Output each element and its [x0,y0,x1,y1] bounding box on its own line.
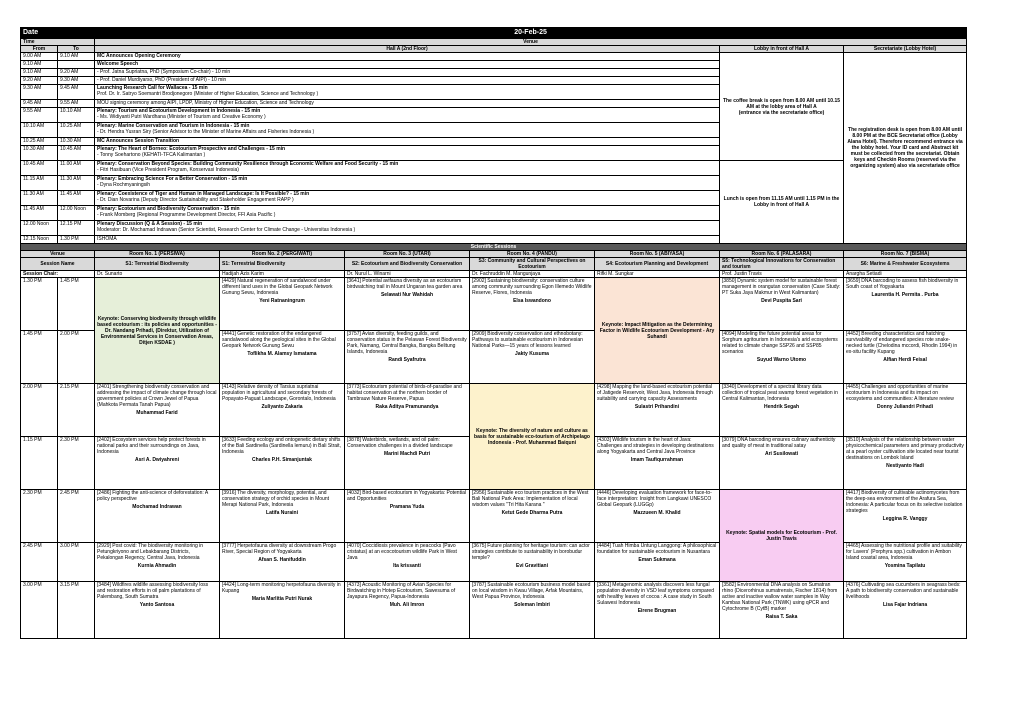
presenter-name: Ketut Gede Dharma Putra [501,510,563,516]
room-1: Room No. 1 (PERSIWA) [95,251,220,258]
presenter-name: Lisa Fajar Indriana [882,602,928,608]
program-cell [95,138,720,146]
paper-title: [4484] Tuah Himba Untung Langgong: A philosophical foundation for sustainable ecotourism in Nusantara [597,543,717,555]
paper-title: [3079] DNA barcoding ensures culinary authenticity and quality of meat in traditional satay [722,437,836,449]
program-cell [95,69,720,77]
presenter-name: Leggina R. Vanggy [882,516,928,522]
chair-5: Rifki M. Sungkar [595,271,720,278]
from-label: From [21,46,58,53]
paper-cell [470,331,595,384]
paper-title: [4376] Cultivating sea cucumbers in seagrass beds: A path to biodiversity conservation and sustainable livelihoods [846,582,961,600]
paper-cell [95,582,220,639]
time-to: 10.25 AM [58,123,95,138]
presenter-name: Eman Sukmana [638,557,676,563]
time-from: 10.10 AM [21,123,58,138]
paper-title: [3757] Avian diversity, feeding guilds, and conservation status in the Pelawan Forest Biodiversity Park, Namang, Central Bangka, Bangka Belitung Islands, Indonesia [347,331,467,355]
slot-to: 2.15 PM [58,384,95,437]
session-row [21,490,967,543]
paper-title: [4373] Acoustic Monitoring of Avian Species for Birdwatching in Hotep Ecotourism, Sawesuma of Jayapura Regency, Papua-Indonesia [347,582,456,600]
paper-title: [3582] Environmental DNA analysis on Sumatran rhino (Dicerorhinus sumatrensis, Fischer 1814) from active and inactive wallow water samples in Way Kambas National Park (TNWK) using qPCR and Cytochrome B (CytB) marker [722,582,838,612]
program-title: Plenary: Embracing Science For a Better Conservation - 15 min [97,176,248,182]
time-to: 9.20 AM [58,69,95,77]
program-row [21,53,967,61]
paper-cell [595,384,720,437]
session-5: S4: Ecotourism Planning and Development [595,258,720,271]
presenter-name: Raisa T. Saka [765,614,798,620]
presenter-name: Devi Puspita Sari [761,298,802,304]
paper-title: [4429] Natural regeneration of sandalwood under different land uses in the Global Geopark Network Gunung Sewu, Indonesia [222,278,333,296]
session-4: S3: Community and Cultural Perspectives on Ecotourism [470,258,595,271]
paper-title: [4032] Bird-based ecotourism in Yogyakarta: Potential and Opportunities [347,490,466,502]
paper-cell [844,582,967,639]
presenter-name: Zuliyanto Zakaria [261,404,303,410]
room-5: Room No. 5 (ABIYASA) [595,251,720,258]
paper-title: [2401] Strengthening biodiversity conservation and addressing the impact of climate change through local government policies at Crown Jewel of Papua (Mahkota Permata Tanah Papua) [97,384,217,408]
paper-cell [844,437,967,490]
paper-cell [844,490,967,543]
paper-title: [4298] Mapping the land-based ecotourism potential of Jatigede Reservoir, West Java, Indonesia through suitability and carrying capacity Assessments [597,384,713,402]
chair-6: Prof. Justin Travis [720,271,844,278]
time-to: 12.00 Noon [58,206,95,221]
presenter-name: Yeni Ratnaningrum [259,298,305,304]
time-from: 11.30 AM [21,191,58,206]
presenter-name: Mochamad Indrawan [132,504,182,510]
room-4: Room No. 4 (PANDU) [470,251,595,258]
slot-from: 1.45 PM [21,331,58,384]
presenter-name: Yanto Santosa [139,602,175,608]
paper-cell [470,490,595,543]
paper-title: [3340] Development of a spectral library data collection of tropical peat swamp forest vegetation in Central Kalimantan, Indonesia [722,384,838,402]
presenter-name: Raka Aditya Pramunandya [375,404,439,410]
time-from: 12.00 Noon [21,221,58,236]
paper-cell [220,543,345,582]
slot-to: 2.30 PM [58,437,95,490]
hall-label: Hall A (2nd Floor) [95,46,720,53]
paper-cell [95,490,220,543]
paper-cell [345,384,470,437]
paper-cell [220,582,345,639]
date-label: Date [21,28,95,39]
paper-title: [3633] Feeding ecology and ontogenetic dietary shifts of the Bali Sardinella (Sardinella lemuru) in Bali Strait, Indonesia [222,437,341,455]
paper-title: [3773] Ecotourism potential of birds-of-paradise and habitat conservation at the northern border of Tambrauw Nature Reserve, Papua [347,384,462,402]
program-title: Welcome Speech [97,61,139,67]
program-line: - Dr. Hendra Yusran Siry (Senior Advisor to the Minister of Marine Affairs and Fisheries Indonesia ) [97,129,315,135]
chair-7: Anargha Setiadi [844,271,967,278]
keynote-room6: Keynote: Spatial models for Ecotourism - Prof. Justin Travis [720,490,844,582]
paper-title: [4441] Genetic restoration of the endangered sandalwood along the geological sites in the Global Geopark Network Gunung Sewu [222,331,336,349]
program-title: Plenary: Ecotourism and Biodiversity Conservation - 15 min [97,206,240,212]
program-title: Launching Research Call for Wallacea - 15 min [97,85,208,91]
paper-cell [844,278,967,331]
time-from: 9.55 AM [21,108,58,123]
program-title: Plenary Discussion (Q & A Session) - 15 min [97,221,203,227]
program-title: Plenary: Conservation Beyond Species: Building Community Resilience through Economic Welfare and Food Security - 15 min [97,161,399,167]
presenter-name: Nestiyanto Hadi [886,463,924,469]
slot-from: 2.00 PM [21,384,58,437]
program-cell [95,236,720,244]
morning-program [21,53,967,244]
paper-cell [595,437,720,490]
room-6: Room No. 6 (PALASARA) [720,251,844,258]
paper-title: [3777] Herpetofauna diversity at downstream Progo River, Special Region of Yogyakarta [222,543,337,555]
time-to: 10.10 AM [58,108,95,123]
lobby-label: Lobby in front of Hall A [720,46,844,53]
time-from: 9.30 AM [21,85,58,100]
time-from: 10.30 AM [21,146,58,161]
scientific-banner: Scientific Sessions [21,244,967,251]
time-from: 9.45 AM [21,100,58,108]
paper-cell [720,582,844,639]
slot-from: 2.30 PM [21,490,58,543]
session-row [21,278,967,331]
paper-title: [3361] Metagenomic analysis discovers less fungal population diversity in VSD leaf symptoms compared with healthy leaves of cocoa : A case study in South Sulawesi Indonesia [597,582,714,606]
presenter-name: Selawati Nur Wahidah [380,292,434,298]
paper-cell [345,543,470,582]
program-line: - Fitri Hasibuan (Vice President Program, Konservasi Indonesia) [97,167,239,173]
program-cell [95,77,720,85]
program-line: Moderator: Dr. Mochamad Indrawan (Senior Scientist, Research Center for Climate Change - Universitas Indonesia ) [97,227,356,233]
presenter-name: Yosmina Tapilatu [884,563,926,569]
paper-title: [4424] Long-term monitoring herpetofauna diversity in Kupang [222,582,341,594]
lunch-note: Lunch is open from 11.15 AM until 1.15 PM in the Lobby in front of Hall A [720,161,844,244]
paper-cell [470,582,595,639]
paper-cell [720,437,844,490]
venue-label: Venue [95,39,967,46]
slot-from: 1.30 PM [21,278,58,331]
time-to: 9.45 AM [58,85,95,100]
presenter-name: Eirene Brugman [637,608,677,614]
coffee-note [720,53,844,161]
paper-title: [3510] Analysis of the relationship between water physicochemical parameters and primary productivity at a pearl oyster cultivation site located near tourist destinations on Lombok Island [846,437,964,461]
presenter-name: Muh. Ali Imron [389,602,425,608]
paper-title: [4143] Relative density of Tarsius supriatnai population in agricultural and secondary forests of Popayato-Paguat Landscape, Gorontalo, Indonesia [222,384,336,402]
registration-note: The registration desk is open from 8.00 AM until 8.00 PM at the BCE Secretariat office (Lobby Alana Hotel). Therefore recommend entrance via the lobby hotel. Your ID card and Abstract kit must be collected from the secretariat. Obtain keys and Checkin Rooms (reserved via the organizing system) also via secretariate office [844,53,967,244]
slot-to: 2.45 PM [58,490,95,543]
program-title: Plenary: Marine Conservation and Tourism in Indonesia - 15 min [97,123,250,129]
presenter-name: Mazzueen M. Khalid [633,510,681,516]
slot-to: 2.00 PM [58,331,95,384]
presenter-name: Muhammad Farid [136,410,178,416]
paper-cell [345,278,470,331]
program-cell [95,206,720,221]
session-row [21,384,967,437]
program-cell [95,161,720,176]
paper-cell [844,543,967,582]
presenter-name: Charles P.H. Simanjuntak [252,457,312,463]
paper-cell [345,331,470,384]
keynote-room5: Keynote: Impact Mitigation as the Determining Factor in Wildlife Ecotourism Development - Ary Suhandi [595,278,720,384]
presenter-name: Imam Taufiqurrahman [630,457,684,463]
program-line: MOU signing ceremony among AIPI, LPDP, Ministry of Higher Education, Science and Technology [97,100,314,106]
program-line: - Dyna Rochmyaningsih [97,182,151,188]
time-from: 9.10 AM [21,69,58,77]
keynote-room4: Keynote: The diversity of nature and culture as basis for sustainable eco-tourism of Archipelago Indonesia - Prof. Muhammad Baiquni [470,384,595,490]
session-2: S1: Terrestrial Biodiversity [220,258,345,271]
program-line: - Dr. Dian Novarina (Deputy Director Sustainability and Stakeholder Engagement RAPP ) [97,197,294,203]
program-title: Plenary: The Heart of Borneo: Ecotourism Prospective and Challenges - 15 min [97,146,286,152]
paper-title: [3878] Waterbirds, wetlands, and oil palm: Conservation challenges in a divided landscape [347,437,453,449]
presenter-name: Randi Syafrutra [388,357,426,363]
keynote-room1: Keynote: Conserving biodiversity through wildlife based ecotourism : its policies and opportunities - Dr. Nandang Prihadi, (Direktur, Utilization of Environmental Services in Conservation Areas, Ditjen KSDAE ) [95,278,220,384]
paper-cell [95,543,220,582]
time-to [58,61,95,69]
program-cell [95,123,720,138]
program-cell [95,221,720,236]
program-row [21,161,967,176]
paper-cell [345,490,470,543]
presenter-name: Toflikha M. Alamsy Ismatama [247,351,317,357]
time-from: 9.10 AM [21,61,58,69]
presenter-name: Afsan S. Hanifuddin [258,557,306,563]
chair-4: Dr. Fachruddin M. Mangunjaya [470,271,595,278]
presenter-name: Soleman Imbiri [514,602,550,608]
paper-cell [220,278,345,331]
presenter-name: Ita krissanti [393,563,421,569]
time-from: 12.15 Noon [21,236,58,244]
presenter-name: Marini Machdi Putri [383,451,431,457]
paper-cell [345,582,470,639]
presenter-name: Kurnia Ahmadin [137,563,177,569]
slot-from: 2.45 PM [21,543,58,582]
time-from: 10.25 AM [21,138,58,146]
schedule-sheet [20,27,966,639]
presenter-name: Maria Marlitia Putri Nurak [251,596,313,602]
paper-cell [470,278,595,331]
paper-title: [2402] Ecosystem services help protect forests in national parks and their surroundings on Java, Indonesia [97,437,206,455]
paper-title: [3659] DNA barcoding to assess fish biodiversity in South coast of Yogyakarta [846,278,959,290]
time-to: 9.10 AM [58,53,95,61]
room-7: Room No. 7 (BISMA) [844,251,967,258]
time-to: 11.45 AM [58,191,95,206]
session-7: S6: Marine & Freshwater Ecosystems [844,258,967,271]
time-to: 1.30 PM [58,236,95,244]
program-line: - Prof. Jatna Supriatna, PhD (Symposium Co-chair) - 10 min [97,69,231,75]
program-title: Plenary: Coexistence of Tiger and Human in Managed Landscape: Is It Possible? - 15 min [97,191,310,197]
time-from: 11.45 AM [21,206,58,221]
paper-cell [844,384,967,437]
schedule-table [20,27,967,639]
slot-to: 3.00 PM [58,543,95,582]
paper-title: [4303] Wildlife tourism in the heart of Java: Challenges and strategies in developing destinations along Yogyakarta and Central Java Province [597,437,714,455]
presenter-name: Laurentia H. Permita . Purba [871,292,939,298]
paper-title: [4417] Biodiversity of cultivable actinomycetes from the deep-sea environment of the Arafura Sea, Indonesia: A particular focus on its selective isolation strategies [846,490,963,514]
presenter-name: Pramana Yuda [389,504,425,510]
presenter-name: Donny Juliandri Prihadi [876,404,934,410]
time-label: Time [21,39,95,46]
session-6: S5: Technological Innovations for Conservation and tourism [720,258,844,271]
paper-title: [3787] Sustainable ecotourism business model based on local wisdom in Kwau Village, Arfak Mountains, West Papua Province, Indonesia [472,582,591,600]
paper-cell [220,437,345,490]
paper-title: [4452] Breeding characteristics and hatching survivability of endangered species rote snake-necked turtle (Chelodina mccordi, Rhodin 1994) in ex-situ facility Kupang [846,331,958,355]
presenter-name: Hendrik Segah [763,404,799,410]
paper-cell [844,331,967,384]
chair-1: Dr. Sunarto [95,271,220,278]
paper-title: [3641] Potential avifauna diversity as an ecotourism birdwatching trail in Mount Ungaran tea garden area [347,278,463,290]
paper-title: [2956] Sustainable eco tourism practices in the West Bali National Park Area: Implementation of local wisdom values "Tri Hita Karana " [472,490,589,508]
paper-cell [220,384,345,437]
presenter-name: Alfian Herdi Feisal [883,357,927,363]
paper-title: [4455] Challenges and opportunities of marine ecotourism in Indonesia and its impact on ecosystems and communities: A literature review [846,384,954,402]
program-title: MC Announces Session Transition [97,138,180,144]
paper-title: [3675] Future planning for heritage tourism: can actor strategies contribute to sustainability in borobudur temple? [472,543,590,561]
program-line: - Ms. Widiyanti Putri Wardhana (Minister of Tourism and Creative Economy ) [97,114,266,120]
program-title: MC Announces Opening Ceremony [97,53,181,59]
time-to: 11.30 AM [58,176,95,191]
chair-2: Hadijah Azis Karim [220,271,345,278]
to-label: To [58,46,95,53]
paper-cell [720,331,844,384]
program-cell [95,85,720,100]
time-from: 9.00 AM [21,53,58,61]
sci-venue-label: Venue [21,251,95,258]
program-cell [95,146,720,161]
presenter-name: Elsa Iswandono [513,298,551,304]
program-cell [95,53,720,61]
presenter-name: Evi Gravitiani [516,563,548,569]
session-3: S2: Ecotourism and Biodiversity Conservation [345,258,470,271]
presenter-name: Asri A. Dwiyahreni [135,457,179,463]
paper-cell [470,543,595,582]
time-to: 11.00 AM [58,161,95,176]
program-cell [95,61,720,69]
paper-title: [3916] The diversity, morphology, potential, and conservation strategy of orchid species in Mount Merapi National Park, Indonesia [222,490,329,508]
paper-cell [220,331,345,384]
program-title: Plenary: Tourism and Ecotourism Development in Indonesia - 15 min [97,108,261,114]
date-value: 20-Feb-25 [95,28,967,39]
secretariat-label: Secretariate (Lobby Hotel) [844,46,967,53]
paper-cell [720,384,844,437]
chair-3: Dr. Nurul L. Winarni [345,271,470,278]
time-from: 10.45 AM [21,161,58,176]
paper-title: [2929] Post covid: The biodiversity monitoring in Petungkriyono and Lebakbarang Districts, Pekalongan Regency, Central Java, Indonesia [97,543,204,561]
program-line: ISHOMA [97,236,117,242]
paper-cell [595,543,720,582]
coffee-sub: (entrance via the secretariate office) [738,109,825,116]
paper-cell [720,278,844,331]
paper-title: [2486] Fighting the anti-science of deforestation: A policy perspective [97,490,208,502]
paper-title: [4094] Modeling the future potential areas for Sorghum agritourism in Indonesia's arid ecosystems related to climate change SSP26 and SSP85 scenarios [722,331,838,355]
paper-cell [345,437,470,490]
session-1: S1: Terrestrial Biodiversity [95,258,220,271]
paper-cell [595,582,720,639]
time-to: 10.45 AM [58,146,95,161]
paper-title: [4465] Assessing the nutritional profile and suitability for Lavers' (Porphyra spp.) cultivation in Ambon Island coastal area, Indonesia [846,543,962,561]
program-line: - Frank Momberg (Regional Programme Development Director, FFI Asia Pacific ) [97,212,276,218]
time-to: 10.30 AM [58,138,95,146]
scientific-sessions [21,278,967,639]
paper-title: [4070] Coccidiosis prevalence in peacocks (Pavo cristatus) at an ecocotourism wildlife Park in West Java [347,543,457,561]
program-line: - Prof. Daniel Murdiyarso, PhD (President of AIPI) - 10 min [97,77,227,83]
time-to: 9.55 AM [58,100,95,108]
coffee-text: The coffee break is open from 8.00 AM until 10.15 AM at the lobby area of Hall A [722,97,841,110]
program-line: - Tonny Soehartono (KEHATI-TFCA Kalimantan ) [97,152,206,158]
time-from: 11.15 AM [21,176,58,191]
presenter-name: Sulastri Prihandini [634,404,680,410]
slot-to: 1.45 PM [58,278,95,331]
program-cell [95,100,720,108]
time-to: 12.15 PM [58,221,95,236]
program-cell [95,191,720,206]
room-2: Room No. 2 (PERGIWATI) [220,251,345,258]
presenter-name: Jakty Kusuma [515,351,549,357]
session-chair-label: Session Chair: [21,271,95,278]
program-cell [95,176,720,191]
room-3: Room No. 3 (UTARI) [345,251,470,258]
paper-cell [95,384,220,437]
presenter-name: Latifa Nuraini [266,510,298,516]
program-cell [95,108,720,123]
slot-from: 3.00 PM [21,582,58,639]
slot-from: 1.15 PM [21,437,58,490]
session-name-label: Session Name [21,258,95,271]
paper-cell [595,490,720,543]
paper-title: [2909] Biodiversity conservation and ethnobotany: Pathways to sustainable ecotourism in Indonesian National Parks—15 years of lessons learned [472,331,583,349]
paper-title: [2902] Sustaining biodiversity: conservation culture among community surrounding Egon Illemedo Wildlife Reserve, Flores, Indonesia [472,278,592,296]
paper-title: [3484] Wildfires wildlife assessing biodiversity loss and restoration efforts in oil palm plantations of Palembang, South Sumatra [97,582,209,600]
presenter-name: Suyud Warno Utomo [756,357,807,363]
session-row [21,582,967,639]
paper-title: [3850] Dynamic system model for sustainable forest management in orangutan conservation (Case Study: PT Suka Jaya Makmur in West Kalimantan) [722,278,841,296]
paper-cell [220,490,345,543]
time-from: 9.20 AM [21,77,58,85]
paper-title: [4446] Developing evaluation framework for face-to-face interpretation: Insight from Langkawi UNESCO Global Geopark (LUGGp) [597,490,712,508]
program-line: Prof. Dr. Ir. Satryo Soemantri Brodjonegoro (Minister of Higher Education, Science and Technology ) [97,91,319,97]
presenter-name: Ari Susilowati [764,451,799,457]
paper-cell [95,437,220,490]
slot-to: 3.15 PM [58,582,95,639]
time-to: 9.30 AM [58,77,95,85]
